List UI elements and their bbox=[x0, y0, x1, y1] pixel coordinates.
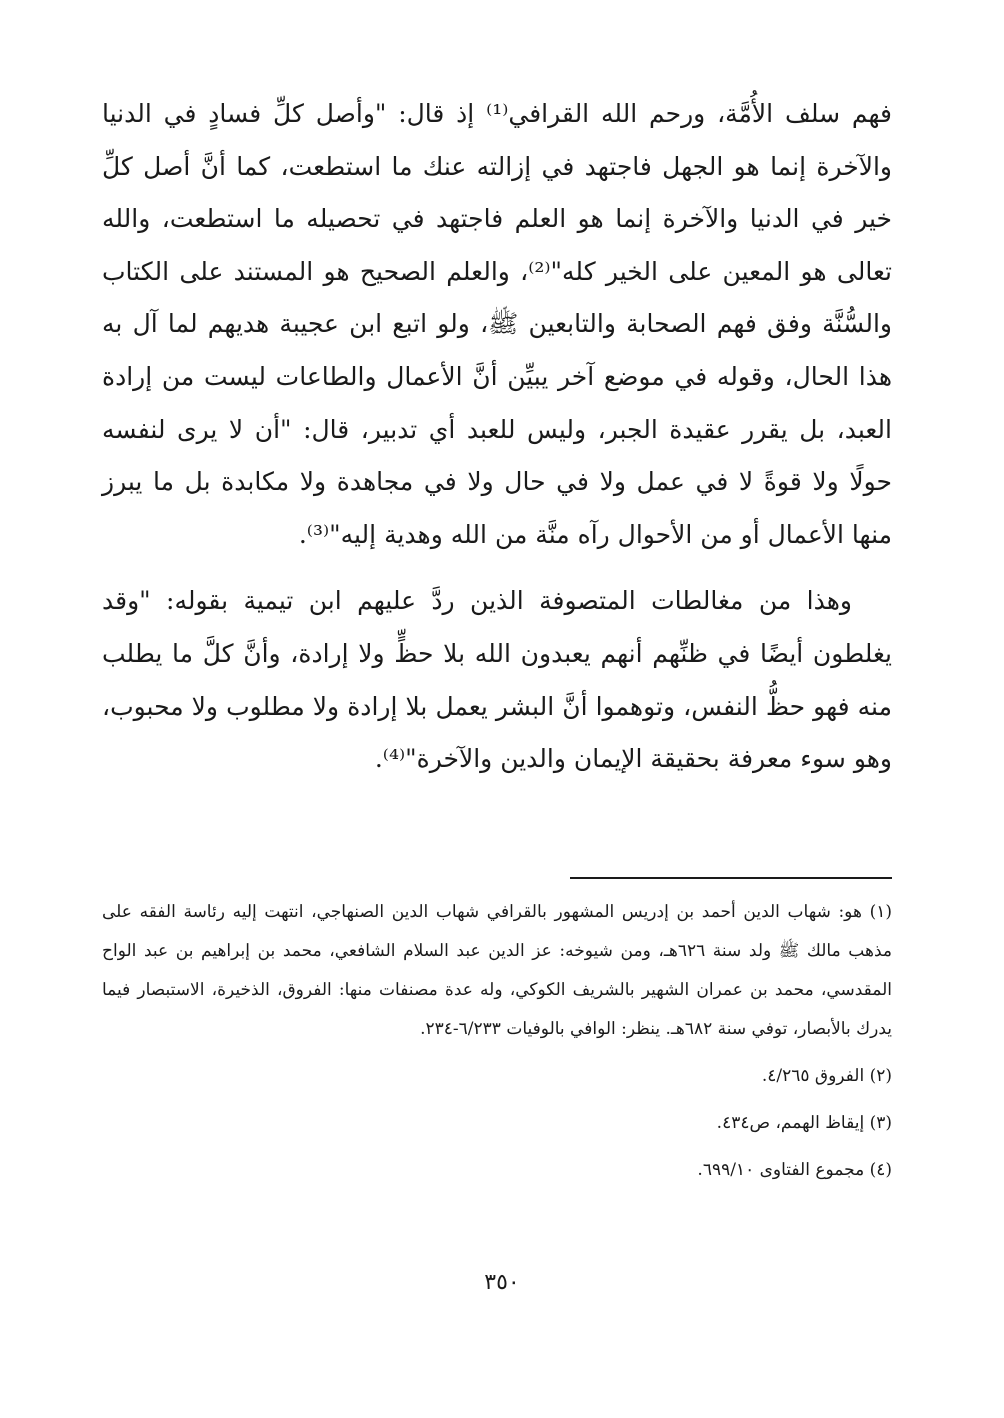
footnote-4: (٤) مجموع الفتاوى ٦٩٩/١٠. bbox=[697, 1160, 892, 1180]
footnote-1: (١) هو: شهاب الدين أحمد بن إدريس المشهور بالقرافي شهاب الدين الصنهاجي، انتهت إليه رئاسة الفقه على مذهب مالك ﷺ ولد سنة ٦٢٦هـ، ومن شيوخه: عز الدين عبد السلام الشافعي، محمد بن إبراهيم بن عبد الواح المقدسي، محمد بن عمران الشهير بالشريف الكوكي، وله عدة مصنفات منها: الفروق، الذخيرة، الاستبصار فيما يدرك بالأبصار، توفي سنة ٦٨٢هـ. ينظر: الوافي بالوفيات ٦/٢٣٣-٢٣٤. bbox=[102, 902, 892, 1039]
footnote-separator bbox=[570, 877, 892, 879]
body-paragraph-2: وهذا من مغالطات المتصوفة الذين ردَّ عليهم ابن تيمية بقوله: "وقد يغلطون أيضًا في ظنِّهم أنهم يعبدون الله بلا حظٍّ ولا إرادة، وأنَّ كلَّ ما يطلب منه فهو حظُّ النفس، وتوهموا أنَّ البشر يعمل بلا إرادة ولا مطلوب ولا محبوب، وهو سوء معرفة بحقيقة الإيمان والدين والآخرة"⁽⁴⁾. bbox=[102, 586, 892, 774]
main-text bbox=[102, 88, 892, 786]
footnote-3: (٣) إيقاظ الهمم، ص٤٣٤. bbox=[716, 1113, 892, 1133]
footnotes bbox=[102, 893, 892, 1190]
footnote-2: (٢) الفروق ٤/٢٦٥. bbox=[761, 1066, 892, 1086]
body-paragraph-1: فهم سلف الأُمَّة، ورحم الله القرافي⁽¹⁾ إذ قال: "وأصل كلِّ فسادٍ في الدنيا والآخرة إنما هو الجهل فاجتهد في إزالته عنك ما استطعت، كما أنَّ أصل كلِّ خير في الدنيا والآخرة إنما هو العلم فاجتهد في تحصيله ما استطعت، والله تعالى هو المعين على الخير كله"⁽²⁾، والعلم الصحيح هو المستند على الكتاب والسُّنَّة وفق فهم الصحابة والتابعين ﷺ، ولو اتبع ابن عجيبة هديهم لما آل به هذا الحال، وقوله في موضع آخر يبيِّن أنَّ الأعمال والطاعات ليست من إرادة العبد، بل يقرر عقيدة الجبر، وليس للعبد أي تدبير، قال: "أن لا يرى لنفسه حولًا ولا قوةً لا في عمل ولا في حال ولا في مجاهدة ولا مكابدة بل ما يبرز منها الأعمال أو من الأحوال رآه منَّة من الله وهدية إليه"⁽³⁾. bbox=[102, 99, 892, 549]
page-number: ٣٥٠ bbox=[484, 1270, 520, 1295]
